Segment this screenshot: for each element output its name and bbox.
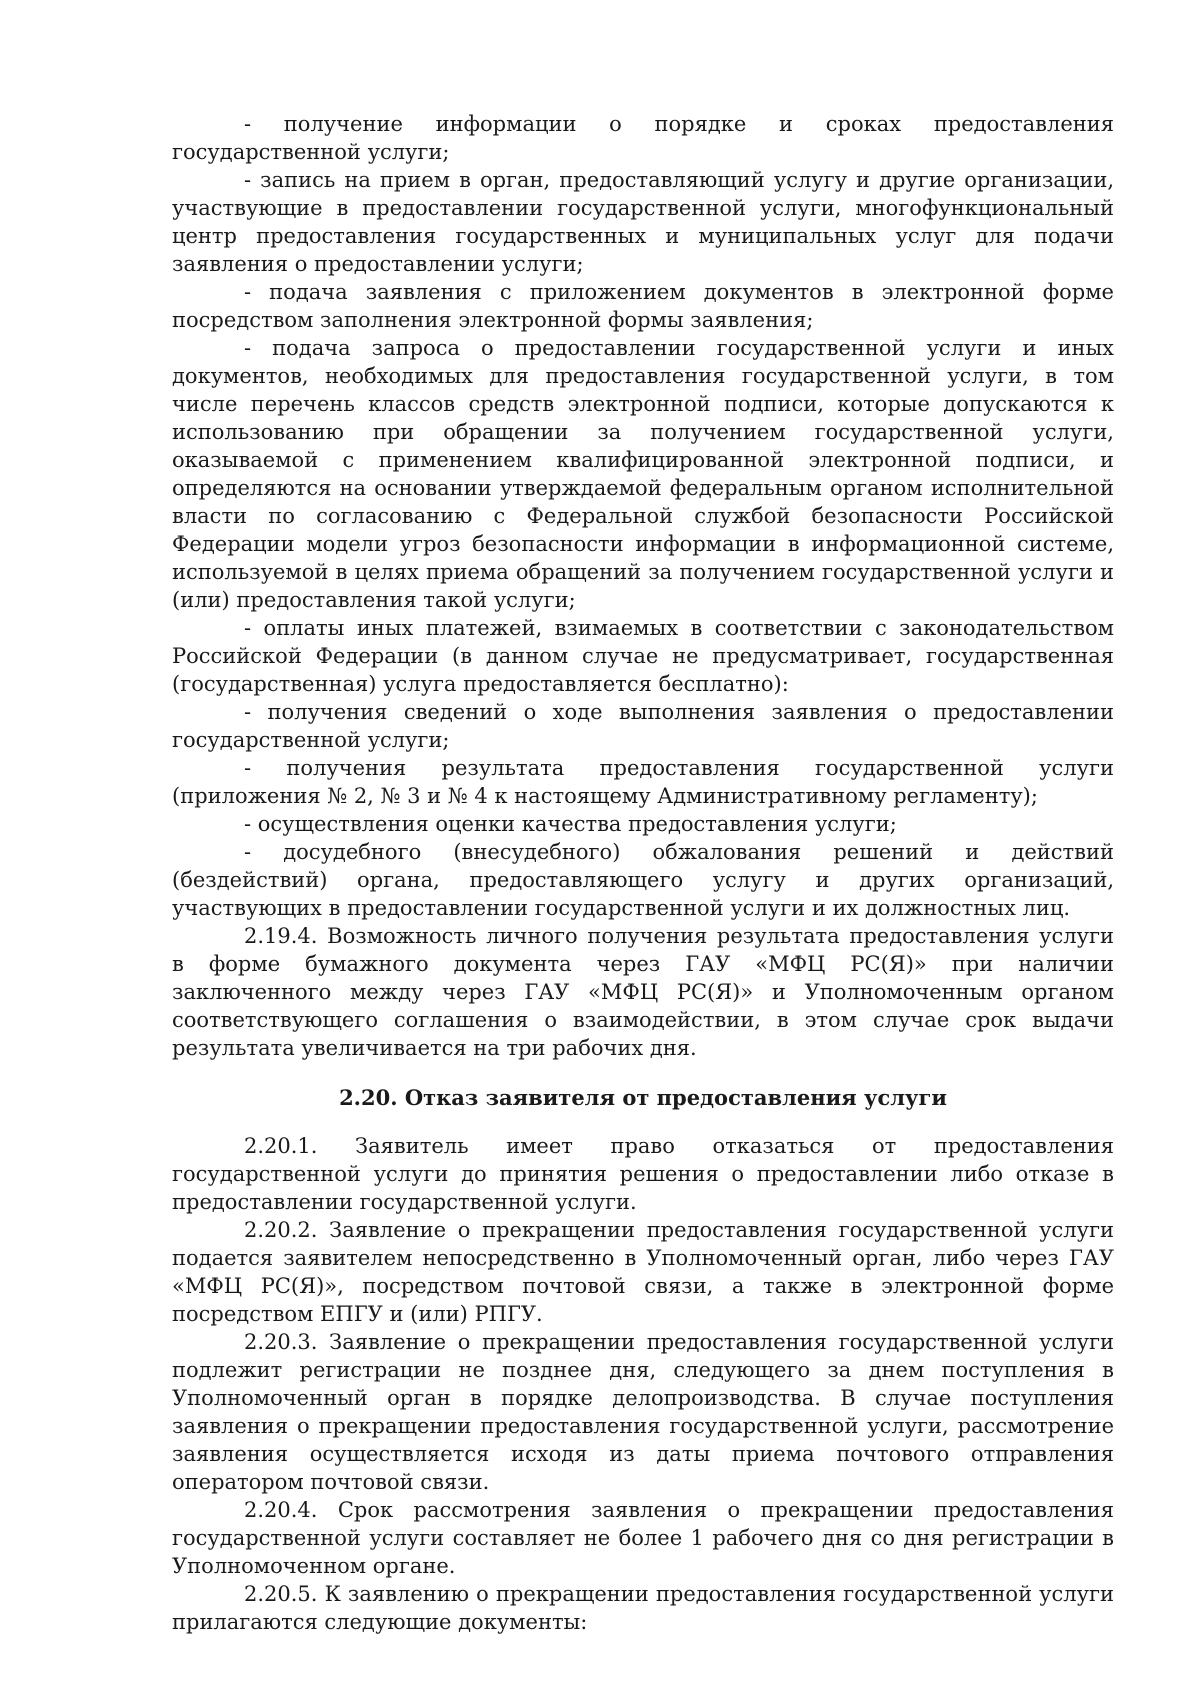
paragraph-request-submission: - подача запроса о предоставлении государственной услуги и иных документов, необходимых для предоставления государственной услуги, в том числе перечень классов средств электронной подписи, которые допускаются к использованию при обращении за получением государственной услуги, оказываемой с применением квалифицированной электронной подписи, и определяются на основании утверждаемой федеральным органом исполнительной власти по согласованию с Федеральной службой безопасности Российской Федерации модели угроз безопасности информации в информационной системе, используемой в целях приема обращений за получением государственной услуги и (или) предоставления такой услуги; [172, 336, 1114, 612]
paragraph-progress-info: - получения сведений о ходе выполнения заявления о предоставлении государственной услуги; [172, 700, 1114, 752]
section-heading: 2.20. Отказ заявителя от предоставления услуги [339, 1085, 947, 1110]
paragraph-2-20-5: 2.20.5. К заявлению о прекращении предоставления государственной услуги прилагаются следующие документы: [172, 1582, 1114, 1634]
paragraph-2-20-2: 2.20.2. Заявление о прекращении предоставления государственной услуги подается заявителем непосредственно в Уполномоченный орган, либо через ГАУ «МФЦ РС(Я)», посредством почтовой связи, а также в электронной форме посредством ЕПГУ и (или) РПГУ. [172, 1218, 1114, 1326]
paragraph-appointment: - запись на прием в орган, предоставляющий услугу и другие организации, участвующие в предоставлении государственной услуги, многофункциональный центр предоставления государственных и муниципальных услуг для подачи заявления о предоставлении услуги; [172, 168, 1114, 276]
paragraph-application-submission: - подача заявления с приложением документов в электронной форме посредством заполнения электронной формы заявления; [172, 280, 1114, 332]
paragraph-quality-assessment: - осуществления оценки качества предоставления услуги; [244, 812, 897, 836]
paragraph-result-receipt: - получения результата предоставления государственной услуги (приложения № 2, № 3 и № 4 к настоящему Административному регламенту); [172, 756, 1114, 808]
document-page [172, 110, 1114, 1636]
paragraph-payments: - оплаты иных платежей, взимаемых в соответствии с законодательством Российской Федерации (в данном случае не предусматривает, государственная (государственная) услуга предоставляется бесплатно): [172, 616, 1114, 696]
paragraph-pretrial-appeal: - досудебного (внесудебного) обжалования решений и действий (бездействий) органа, предоставляющего услугу и других организаций, участвующих в предоставлении государственной услуги и их должностных лиц. [172, 840, 1114, 920]
paragraph-info-order: - получение информации о порядке и сроках предоставления государственной услуги; [172, 112, 1114, 164]
paragraph-2-20-4: 2.20.4. Срок рассмотрения заявления о прекращении предоставления государственной услуги составляет не более 1 рабочего дня со дня регистрации в Уполномоченном органе. [172, 1498, 1114, 1578]
paragraph-2-20-3: 2.20.3. Заявление о прекращении предоставления государственной услуги подлежит регистрации не позднее дня, следующего за днем поступления в Уполномоченный орган в порядке делопроизводства. В случае поступления заявления о прекращении предоставления государственной услуги, рассмотрение заявления осуществляется исходя из даты приема почтового отправления оператором почтовой связи. [172, 1330, 1114, 1494]
paragraph-2-19-4: 2.19.4. Возможность личного получения результата предоставления услуги в форме бумажного документа через ГАУ «МФЦ РС(Я)» при наличии заключенного между через ГАУ «МФЦ РС(Я)» и Уполномоченным органом соответствующего соглашения о взаимодействии, в этом случае срок выдачи результата увеличивается на три рабочих дня. [172, 924, 1114, 1060]
paragraph-2-20-1: 2.20.1. Заявитель имеет право отказаться от предоставления государственной услуги до принятия решения о предоставлении либо отказе в предоставлении государственной услуги. [172, 1134, 1114, 1214]
